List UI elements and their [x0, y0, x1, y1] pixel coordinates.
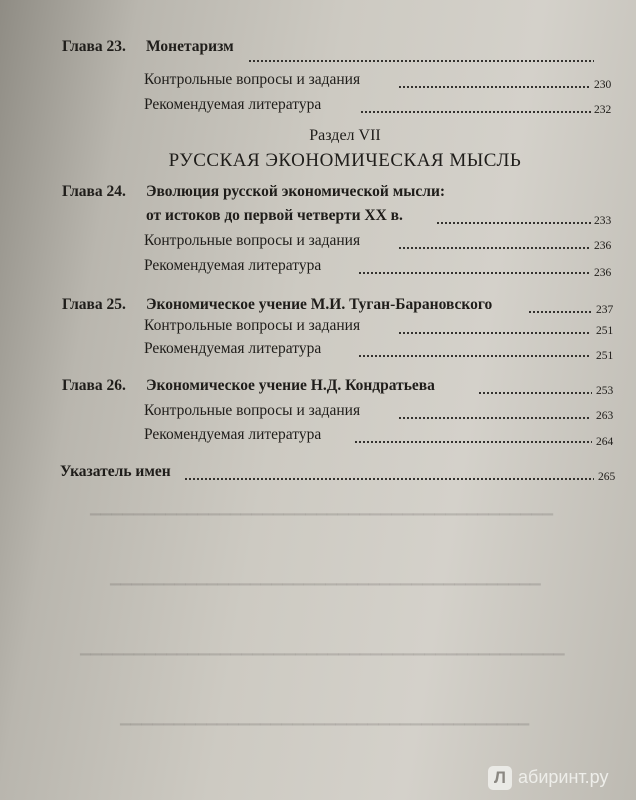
toc-entry-ch26-literature: [0, 426, 636, 448]
dot-leader: [478, 392, 592, 394]
chapter-label: Глава 23.: [62, 38, 126, 55]
toc-entry-ch23: [0, 38, 636, 60]
toc-entry-ch26-questions: [0, 402, 636, 424]
section-label: Раздел VII: [309, 127, 381, 144]
toc-entry-ch26: [0, 377, 636, 399]
chapter-title: Экономическое учение Н.Д. Кондратьева: [146, 377, 435, 394]
entry-title: Рекомендуемая литература: [144, 426, 322, 443]
page-number: 264: [596, 436, 614, 448]
dot-leader: [248, 60, 594, 62]
chapter-label: Глава 25.: [62, 296, 126, 313]
dot-leader: [528, 311, 592, 313]
dot-leader: [184, 478, 594, 480]
chapter-label: Глава 26.: [62, 377, 126, 394]
index-title: Указатель имен: [60, 463, 171, 480]
chapter-title-line2: от истоков до первой четверти XX в.: [146, 207, 403, 224]
entry-title: Контрольные вопросы и задания: [144, 71, 361, 88]
page-number: 263: [596, 410, 614, 422]
dot-leader: [354, 441, 592, 443]
toc-entry-ch24-title-cont: [0, 207, 636, 229]
dot-leader: [360, 111, 592, 113]
bleed-through-decoration: ▁▁▁▁▁▁▁▁▁▁▁▁▁▁▁▁▁▁▁▁▁▁▁▁▁▁▁▁▁▁▁▁▁▁▁▁▁▁: [120, 711, 530, 726]
watermark-text: абиринт.ру: [518, 767, 609, 787]
chapter-title: Монетаризм: [146, 38, 234, 55]
dot-leader: [398, 417, 591, 419]
chapter-label: Глава 24.: [62, 183, 126, 200]
page-number: 251: [596, 325, 614, 337]
toc-entry-ch23-literature: [0, 96, 636, 118]
dot-leader: [398, 86, 591, 88]
toc-entry-index: [0, 463, 636, 485]
bleed-through-decoration: ▁▁▁▁▁▁▁▁▁▁▁▁▁▁▁▁▁▁▁▁▁▁▁▁▁▁▁▁▁▁▁▁▁▁▁▁▁▁▁▁▁▁▁: [90, 501, 553, 516]
chapter-title: Экономическое учение М.И. Туган-Барановского: [146, 296, 493, 313]
page-number: 233: [594, 215, 612, 227]
page-number: 265: [598, 471, 616, 483]
bleed-through-decoration: ▁▁▁▁▁▁▁▁▁▁▁▁▁▁▁▁▁▁▁▁▁▁▁▁▁▁▁▁▁▁▁▁▁▁▁▁▁▁▁▁▁▁▁▁▁: [80, 641, 565, 656]
entry-title: Рекомендуемая литература: [144, 96, 322, 113]
toc-entry-ch25-questions: [0, 317, 636, 339]
page-number: 236: [594, 267, 612, 279]
page-number: 251: [596, 350, 614, 362]
chapter-title-line1: Эволюция русской экономической мысли:: [146, 183, 446, 200]
entry-title: Контрольные вопросы и задания: [144, 317, 361, 334]
page-number: 253: [596, 385, 614, 397]
entry-title: Контрольные вопросы и задания: [144, 402, 361, 419]
entry-title: Контрольные вопросы и задания: [144, 232, 361, 249]
section-title: РУССКАЯ ЭКОНОМИЧЕСКАЯ МЫСЛЬ: [168, 150, 522, 171]
bleed-through-decoration: ▁▁▁▁▁▁▁▁▁▁▁▁▁▁▁▁▁▁▁▁▁▁▁▁▁▁▁▁▁▁▁▁▁▁▁▁▁▁▁▁: [110, 571, 541, 586]
toc-entry-ch24-questions: [0, 232, 636, 254]
dot-leader: [398, 247, 591, 249]
toc-entry-ch24: [0, 183, 636, 205]
page-number: 236: [594, 240, 612, 252]
page-number: 232: [594, 104, 612, 116]
labirint-logo-icon: Л: [488, 766, 512, 790]
dot-leader: [398, 332, 591, 334]
page-number: 230: [594, 79, 612, 91]
labirint-watermark: [488, 764, 633, 794]
toc-entry-ch24-literature: [0, 257, 636, 279]
entry-title: Рекомендуемая литература: [144, 340, 322, 357]
dot-leader: [436, 222, 591, 224]
entry-title: Рекомендуемая литература: [144, 257, 322, 274]
toc-entry-ch25: [0, 296, 636, 318]
page-number: 237: [596, 304, 614, 316]
dot-leader: [358, 355, 591, 357]
dot-leader: [358, 272, 591, 274]
toc-entry-ch25-literature: [0, 340, 636, 362]
toc-entry-ch23-questions: [0, 71, 636, 93]
